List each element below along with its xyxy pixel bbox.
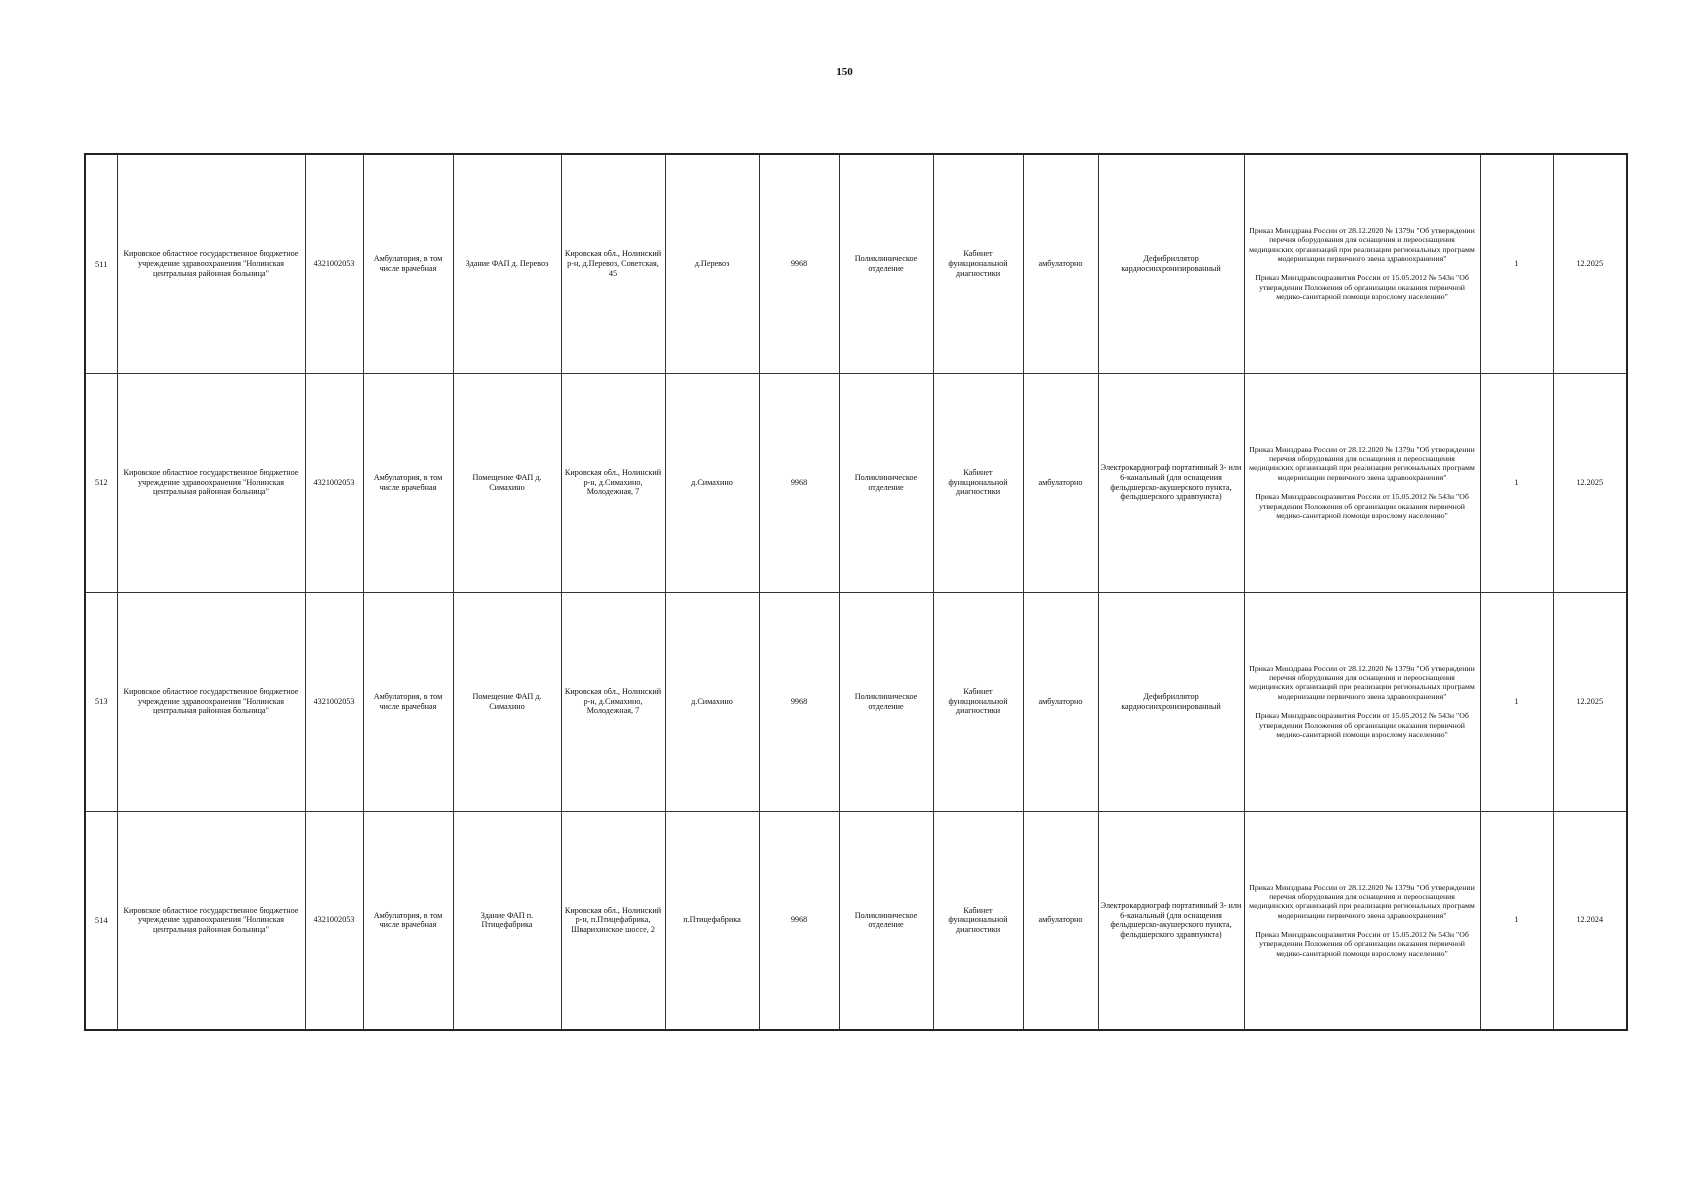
legal-order-543n: Приказ Минздравсоцразвития России от 15.05.2012 № 543н "Об утверждении Положения об организации оказания первичной медико-санитарной помощи взрослому населению" [1255,273,1469,302]
cell-organization: Кировское областное государственное бюджетное учреждение здравоохранения "Нолинская центральная районная больница" [117,373,305,592]
cell-facility-type: Амбулатория, в том числе врачебная [363,811,453,1030]
cell-facility-type: Амбулатория, в том числе врачебная [363,592,453,811]
cell-date: 12.2025 [1553,373,1627,592]
cell-building: Здание ФАП д. Перевоз [453,154,561,373]
cell-address: Кировская обл., Нолинский р-н, д.Симахино, Молодежная, 7 [561,592,665,811]
legal-order-543n: Приказ Минздравсоцразвития России от 15.05.2012 № 543н "Об утверждении Положения об организации оказания первичной медико-санитарной помощи взрослому населению" [1255,711,1469,739]
cell-inn: 4321002053 [305,592,363,811]
cell-row-number: 511 [85,154,117,373]
table-row [85,811,1627,1030]
cell-population: 9968 [759,154,839,373]
legal-order-1379n: Приказ Минздрава России от 28.12.2020 № 1379н "Об утверждении перечня оборудования для оснащения и переоснащения медицинских организаций при реализации региональных программ модернизации первичного звена здравоохранения" [1249,226,1475,264]
legal-order-543n: Приказ Минздравсоцразвития России от 15.05.2012 № 543н "Об утверждении Положения об организации оказания первичной медико-санитарной помощи взрослому населению" [1255,929,1469,958]
cell-department: Поликлиническое отделение [839,154,933,373]
cell-population: 9968 [759,811,839,1030]
cell-room: Кабинет функциональной диагностики [933,154,1023,373]
cell-date: 12.2025 [1553,154,1627,373]
cell-care-mode: амбулаторно [1023,811,1098,1030]
cell-organization: Кировское областное государственное бюджетное учреждение здравоохранения "Нолинская центральная районная больница" [117,154,305,373]
cell-locality: д.Перевоз [665,154,759,373]
cell-quantity: 1 [1480,373,1553,592]
cell-legal-basis [1244,592,1480,811]
cell-department: Поликлиническое отделение [839,373,933,592]
legal-order-1379n: Приказ Минздрава России от 28.12.2020 № 1379н "Об утверждении перечня оборудования для оснащения и переоснащения медицинских организаций при реализации региональных программ модернизации первичного звена здравоохранения" [1249,882,1475,920]
cell-locality: п.Птицефабрика [665,811,759,1030]
cell-quantity: 1 [1480,154,1553,373]
cell-row-number: 513 [85,592,117,811]
cell-legal-basis [1244,154,1480,373]
cell-address: Кировская обл., Нолинский р-н, д.Симахино, Молодежная, 7 [561,373,665,592]
cell-department: Поликлиническое отделение [839,592,933,811]
cell-address: Кировская обл., Нолинский р-н, д.Перевоз, Советская, 45 [561,154,665,373]
cell-organization: Кировское областное государственное бюджетное учреждение здравоохранения "Нолинская центральная районная больница" [117,811,305,1030]
cell-care-mode: амбулаторно [1023,154,1098,373]
cell-building: Помещение ФАП д. Симахино [453,373,561,592]
legal-order-1379n: Приказ Минздрава России от 28.12.2020 № 1379н "Об утверждении перечня оборудования для оснащения и переоснащения медицинских организаций при реализации региональных программ модернизации первичного звена здравоохранения" [1249,444,1475,482]
table-row [85,154,1627,373]
page-number: 150 [836,66,853,78]
legal-spacer [1247,263,1478,273]
cell-equipment: Дефибриллятор кардиосинхронизированный [1098,154,1244,373]
table-row [85,373,1627,592]
cell-date: 12.2025 [1553,592,1627,811]
cell-row-number: 512 [85,373,117,592]
cell-locality: д.Симахино [665,373,759,592]
cell-address: Кировская обл., Нолинский р-н, п.Птицефабрика, Шварихинское шоссе, 2 [561,811,665,1030]
cell-population: 9968 [759,592,839,811]
cell-quantity: 1 [1480,811,1553,1030]
cell-building: Здание ФАП п. Птицефабрика [453,811,561,1030]
cell-inn: 4321002053 [305,373,363,592]
cell-date: 12.2024 [1553,811,1627,1030]
equipment-table [84,153,1628,1031]
legal-spacer [1247,920,1478,930]
table-row [85,592,1627,811]
cell-row-number: 514 [85,811,117,1030]
cell-organization: Кировское областное государственное бюджетное учреждение здравоохранения "Нолинская центральная районная больница" [117,592,305,811]
cell-equipment: Дефибриллятор кардиосинхронизированный [1098,592,1244,811]
cell-inn: 4321002053 [305,154,363,373]
legal-order-1379n: Приказ Минздрава России от 28.12.2020 № 1379н "Об утверждении перечня оборудования для оснащения и переоснащения медицинских организаций при реализации региональных программ модернизации первичного звена здравоохранения" [1249,663,1475,701]
cell-legal-basis [1244,373,1480,592]
cell-room: Кабинет функциональной диагностики [933,811,1023,1030]
cell-equipment: Электрокардиограф портативный 3- или 6-канальный (для оснащения фельдшерско-акушерского пункта, фельдшерского здравпункта) [1098,373,1244,592]
cell-care-mode: амбулаторно [1023,592,1098,811]
cell-locality: д.Симахино [665,592,759,811]
cell-room: Кабинет функциональной диагностики [933,592,1023,811]
cell-quantity: 1 [1480,592,1553,811]
cell-population: 9968 [759,373,839,592]
cell-department: Поликлиническое отделение [839,811,933,1030]
cell-building: Помещение ФАП д. Симахино [453,592,561,811]
cell-facility-type: Амбулатория, в том числе врачебная [363,154,453,373]
cell-equipment: Электрокардиограф портативный 3- или 6-канальный (для оснащения фельдшерско-акушерского пункта, фельдшерского здравпункта) [1098,811,1244,1030]
cell-inn: 4321002053 [305,811,363,1030]
cell-care-mode: амбулаторно [1023,373,1098,592]
legal-spacer [1247,701,1478,711]
legal-order-543n: Приказ Минздравсоцразвития России от 15.05.2012 № 543н "Об утверждении Положения об организации оказания первичной медико-санитарной помощи взрослому населению" [1255,492,1469,520]
cell-room: Кабинет функциональной диагностики [933,373,1023,592]
cell-legal-basis [1244,811,1480,1030]
legal-spacer [1247,482,1478,492]
cell-facility-type: Амбулатория, в том числе врачебная [363,373,453,592]
